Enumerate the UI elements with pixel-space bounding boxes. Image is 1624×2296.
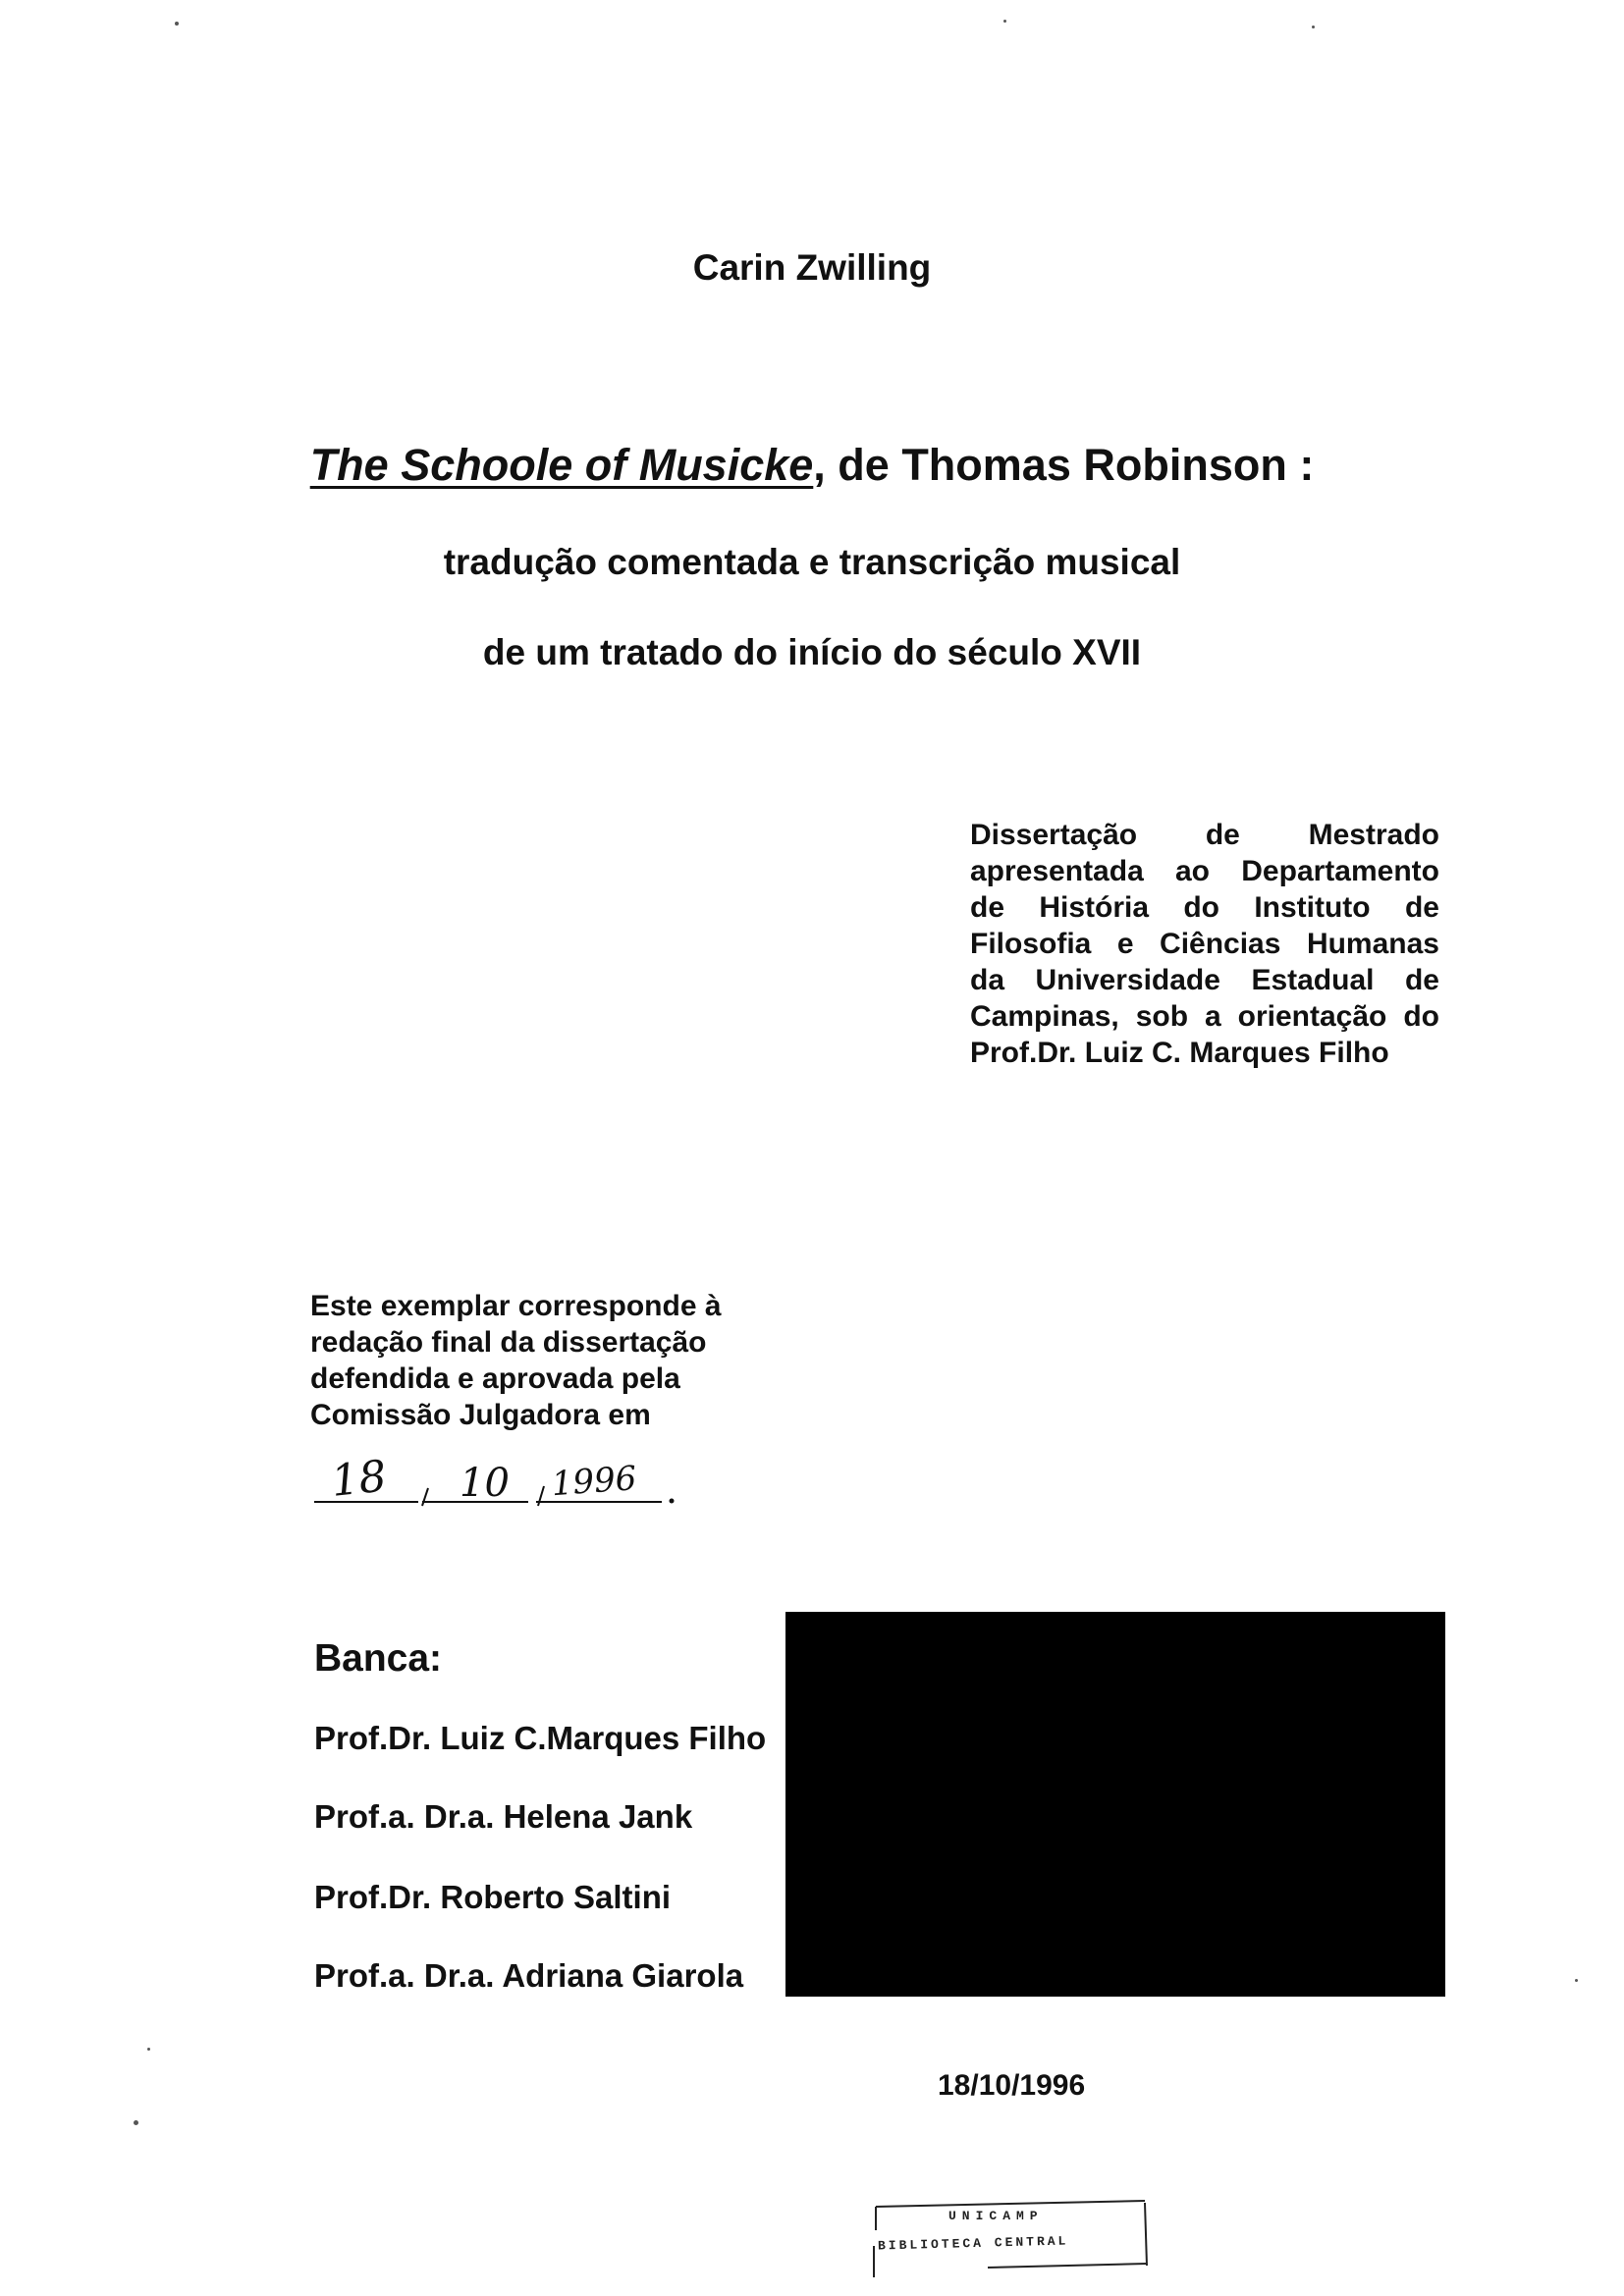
- committee-member: Prof.a. Dr.a. Helena Jank: [314, 1798, 693, 1835]
- word: de: [970, 891, 1005, 924]
- word: do: [1183, 891, 1219, 924]
- dissertation-statement: [970, 817, 1439, 1071]
- scan-speck: [1003, 20, 1006, 23]
- dissertation-line-7: Prof.Dr. Luiz C. Marques Filho: [970, 1037, 1389, 1069]
- word: Humanas: [1306, 928, 1439, 960]
- handwritten-day: 18: [328, 1451, 389, 1507]
- redacted-signatures-box: [785, 1612, 1445, 1997]
- thesis-subtitle-line-1: tradução comentada e transcrição musical: [443, 542, 1181, 582]
- word: Instituto: [1254, 891, 1371, 924]
- dissertation-line-3: [970, 889, 1439, 926]
- word: orientação: [1237, 1000, 1387, 1033]
- approval-line-2: redação final da dissertação: [310, 1326, 707, 1359]
- word: Estadual: [1251, 964, 1375, 996]
- stamp-line-1: UNICAMP: [948, 2209, 1044, 2223]
- approval-line-3: defendida e aprovada pela: [310, 1362, 680, 1395]
- word: de: [1205, 819, 1240, 851]
- word: da: [970, 964, 1005, 996]
- committee-member: Prof.Dr. Roberto Saltini: [314, 1879, 672, 1915]
- dissertation-line-2: [970, 853, 1439, 889]
- word: Dissertação: [970, 819, 1138, 851]
- handwritten-month: 10: [460, 1461, 510, 1506]
- word: Ciências: [1160, 928, 1281, 960]
- word: Filosofia: [970, 928, 1092, 960]
- thesis-title: [0, 440, 1624, 491]
- scan-speck: [1312, 26, 1315, 28]
- library-stamp: [870, 2199, 1151, 2279]
- scan-speck: [1575, 1979, 1578, 1982]
- dissertation-line-5: [970, 962, 1439, 998]
- scan-speck: [175, 22, 179, 26]
- scan-speck: [134, 2120, 138, 2125]
- committee-member: Prof.a. Dr.a. Adriana Giarola: [314, 1957, 744, 1994]
- dissertation-line-1: [970, 817, 1439, 853]
- word: e: [1116, 928, 1134, 960]
- author-name: Carin Zwilling: [692, 247, 932, 288]
- approval-line-4: Comissão Julgadora em: [310, 1399, 651, 1431]
- word: História: [1039, 891, 1150, 924]
- dissertation-line-6: [970, 998, 1439, 1035]
- word: de: [1404, 891, 1439, 924]
- thesis-title-rest: , de Thomas Robinson :: [813, 440, 1315, 490]
- defense-date: 18/10/1996: [938, 2069, 1086, 2102]
- word: de: [1404, 964, 1439, 996]
- approval-statement: [310, 1288, 772, 1433]
- committee-heading: Banca:: [314, 1637, 443, 1680]
- word: sob: [1135, 1000, 1189, 1033]
- approval-line-1: Este exemplar corresponde à: [310, 1290, 722, 1322]
- thesis-title-work: The Schoole of Musicke: [309, 440, 814, 490]
- stamp-line-2: BIBLIOTECA CENTRAL: [877, 2233, 1069, 2254]
- handwritten-date: [312, 1445, 685, 1516]
- scan-speck: [147, 2048, 150, 2051]
- word: Campinas,: [970, 1000, 1119, 1033]
- word: do: [1403, 1000, 1439, 1033]
- thesis-subtitle-line-2: de um tratado do início do século XVII: [482, 632, 1142, 672]
- word: apresentada: [970, 855, 1144, 887]
- committee-member: Prof.Dr. Luiz C.Marques Filho: [314, 1720, 767, 1756]
- word: ao: [1175, 855, 1211, 887]
- word: a: [1205, 1000, 1221, 1033]
- handwritten-year: 1996: [550, 1459, 638, 1505]
- word: Universidade: [1035, 964, 1220, 996]
- dissertation-line-4: [970, 926, 1439, 962]
- word: Mestrado: [1308, 819, 1439, 851]
- word: Departamento: [1241, 855, 1439, 887]
